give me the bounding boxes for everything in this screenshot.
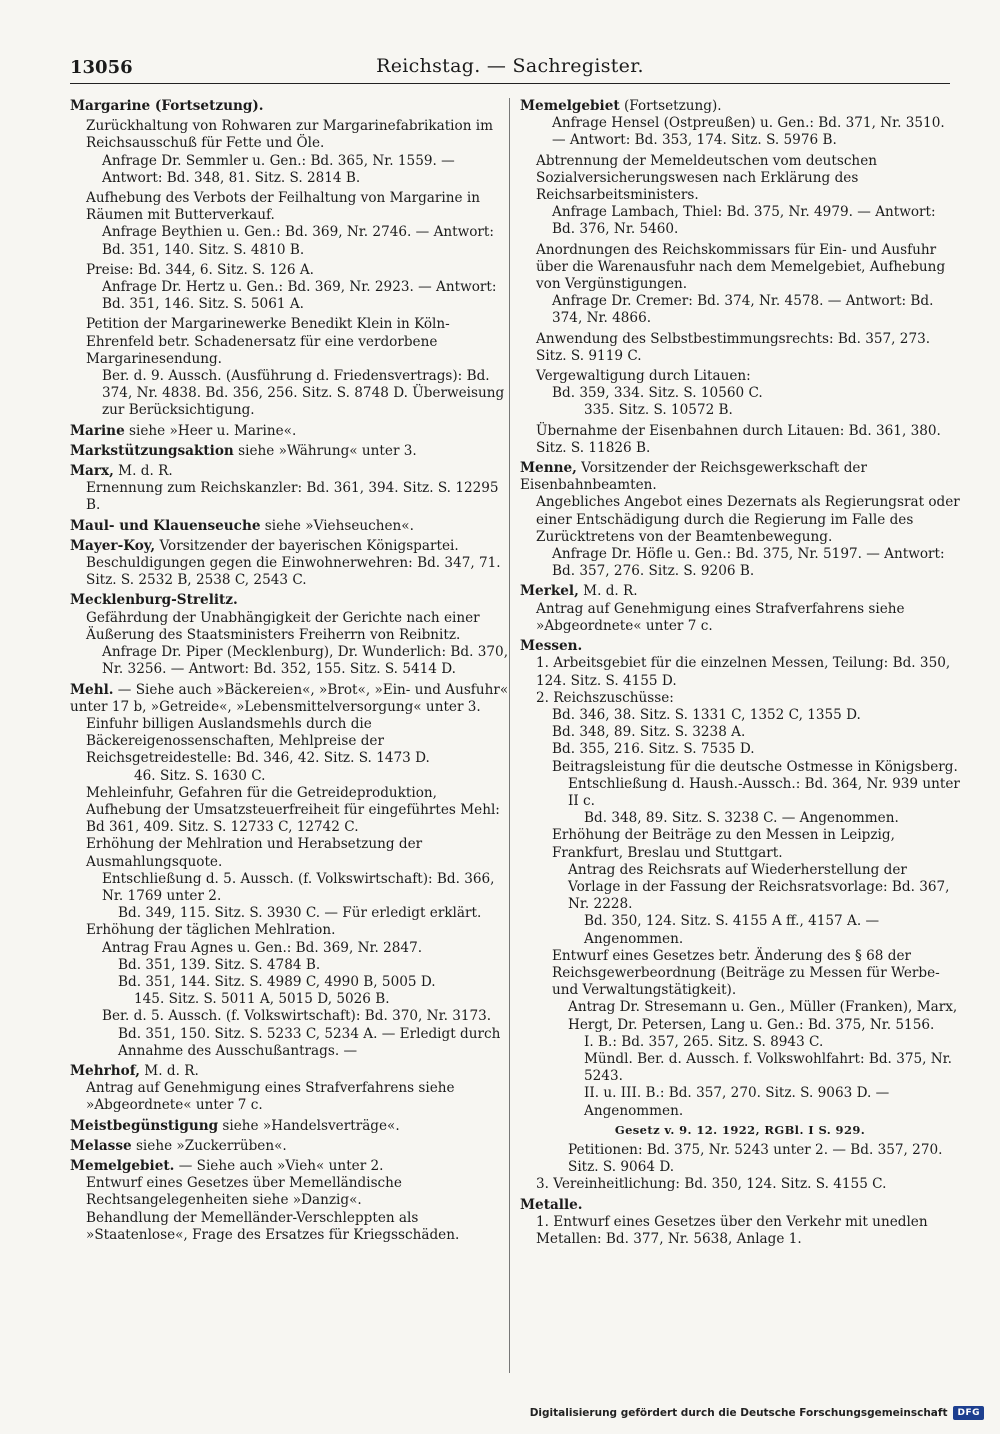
heading-rest: siehe »Heer u. Marine«. — [124, 422, 297, 439]
heading-term: Mayer-Koy, — [70, 537, 156, 554]
entry-heading — [70, 98, 510, 115]
heading-term: Meistbegünstigung — [70, 1117, 219, 1134]
line-text: Antrag auf Genehmigung eines Strafverfahrens siehe »Abgeordnete« unter 7 c. — [86, 1080, 455, 1114]
line-text: Bd. 349, 115. Sitz. S. 3930 C. — Für erledigt erklärt. — [118, 905, 482, 922]
index-entry — [70, 1158, 510, 1244]
line-text: Erhöhung der Mehlration und Herabsetzung der Ausmahlungsquote. — [86, 836, 423, 870]
heading-rest: — Siehe auch »Bäckereien«, »Brot«, »Ein- und Ausfuhr« unter 17 b, »Getreide«, »Lebensmittelversorgung« unter 3. — [70, 681, 509, 715]
dfg-logo: DFG — [953, 1406, 984, 1420]
index-entry — [520, 153, 960, 239]
index-entry — [70, 463, 510, 515]
heading-term: Mehl. — [70, 681, 114, 698]
entry-line — [520, 913, 960, 947]
heading-term: Merkel, — [520, 583, 579, 600]
line-text: Anordnungen des Reichskommissars für Ein- und Ausfuhr über die Warenausfuhr nach dem Memelgebiet, Aufhebung von Vergünstigungen. — [536, 241, 946, 293]
entry-line — [520, 331, 960, 365]
entry-line — [520, 115, 960, 149]
entry-line — [70, 974, 510, 991]
entry-line — [520, 402, 960, 419]
line-text: Bd. 346, 38. Sitz. S. 1331 C, 1352 C, 1355 D. — [552, 706, 861, 723]
line-text: Antrag des Reichsrats auf Wiederherstellung der Vorlage in der Fassung der Reichsratsvorlage: Bd. 367, Nr. 2228. — [568, 861, 950, 913]
heading-rest: siehe »Zuckerrüben«. — [131, 1137, 287, 1154]
entry-line — [70, 716, 510, 768]
line-text: 2. Reichszuschüsse: — [536, 689, 674, 706]
entry-line — [70, 118, 510, 152]
line-text: Angebliches Angebot eines Dezernats als Regierungsrat oder einer Entschädigung durch die Regierung im Falle des Zurücktretens von der Beamtenbewegung. — [536, 494, 960, 545]
entry-heading — [520, 460, 960, 494]
entry-line — [70, 922, 510, 939]
entry-line — [70, 1210, 510, 1244]
entry-line — [520, 494, 960, 546]
entry-heading — [70, 1138, 510, 1155]
index-entry — [70, 118, 510, 187]
heading-rest: M. d. R. — [139, 1062, 199, 1079]
line-text: Antrag Dr. Stresemann u. Gen., Müller (Franken), Marx, Hergt, Dr. Petersen, Lang u. Gen.: Bd. 375, Nr. 5156. — [568, 999, 958, 1033]
entry-heading — [520, 638, 960, 655]
index-entry — [70, 682, 510, 1060]
entry-line — [70, 836, 510, 870]
entry-line — [70, 1175, 510, 1209]
line-text: Bd. 351, 139. Sitz. S. 4784 B. — [118, 956, 321, 973]
entry-line — [70, 1026, 510, 1060]
entry-line — [520, 999, 960, 1033]
line-text: Anfrage Hensel (Ostpreußen) u. Gen.: Bd. 371, Nr. 3510. — Antwort: Bd. 353, 174. Sitz. S. 5976 B. — [552, 115, 945, 149]
index-entry — [70, 518, 510, 535]
entry-line — [520, 204, 960, 238]
entry-line — [70, 262, 510, 279]
entry-line — [520, 741, 960, 758]
index-entry — [70, 262, 510, 314]
line-text: Mündl. Ber. d. Aussch. f. Volkswohlfahrt: Bd. 375, Nr. 5243. — [584, 1050, 952, 1085]
running-header — [70, 55, 950, 84]
line-text: Antrag Frau Agnes u. Gen.: Bd. 369, Nr. 2847. — [102, 939, 423, 956]
line-text: Ber. d. 5. Aussch. (f. Volkswirtschaft): Bd. 370, Nr. 3173. — [102, 1008, 492, 1025]
line-text: Mehleinfuhr, Gefahren für die Getreideproduktion, Aufhebung der Umsatzsteuerfreiheit für eingeführtes Mehl: Bd 361, 409. Sitz. S. 12733 C, 12742 C. — [86, 784, 500, 836]
line-text: Bd. 350, 124. Sitz. S. 4155 A ff., 4157 A. — Angenommen. — [584, 913, 880, 947]
heading-rest: Vorsitzender der bayerischen Königspartei. — [155, 537, 459, 554]
entry-line — [520, 1214, 960, 1248]
line-text: Bd. 355, 216. Sitz. S. 7535 D. — [552, 741, 755, 758]
index-entry — [70, 316, 510, 419]
line-text: Bd. 351, 150. Sitz. S. 5233 C, 5234 A. — Erledigt durch Annahme des Ausschußantrags. — — [118, 1025, 501, 1059]
index-entry — [70, 1063, 510, 1115]
heading-term: Marine — [70, 422, 125, 439]
line-text: Entschließung d. 5. Aussch. (f. Volkswirtschaft): Bd. 366, Nr. 1769 unter 2. — [102, 870, 495, 904]
heading-term: Metalle. — [520, 1196, 583, 1213]
entry-heading — [70, 538, 510, 555]
entry-heading — [520, 583, 960, 600]
entry-line — [70, 224, 510, 258]
line-text: Beschuldigungen gegen die Einwohnerwehren: Bd. 347, 71. Sitz. S. 2532 B, 2538 C, 2543 C. — [86, 555, 501, 589]
entry-line — [520, 948, 960, 1000]
entry-heading — [70, 463, 510, 480]
entry-heading — [70, 1158, 510, 1175]
line-text: 3. Vereinheitlichung: Bd. 350, 124. Sitz. S. 4155 C. — [536, 1176, 887, 1193]
entry-line — [70, 316, 510, 368]
entry-heading — [70, 423, 510, 440]
index-entry — [70, 538, 510, 590]
line-text: Petitionen: Bd. 375, Nr. 5243 unter 2. — Bd. 357, 270. Sitz. S. 9064 D. — [568, 1141, 943, 1176]
index-entry — [70, 443, 510, 460]
line-text: Entwurf eines Gesetzes betr. Änderung des § 68 der Reichsgewerbeordnung (Beiträge zu Messen für Werbe- und Verwaltungstätigkeit). — [552, 947, 940, 999]
line-text: Anfrage Dr. Semmler u. Gen.: Bd. 365, Nr. 1559. — Antwort: Bd. 348, 81. Sitz. S. 2814 B. — [102, 152, 455, 186]
entry-line — [520, 724, 960, 741]
line-text: Gefährdung der Unabhängigkeit der Gerichte nach einer Äußerung des Staatsministers Freiherrn von Reibnitz. — [86, 609, 480, 643]
line-text: Erhöhung der Beiträge zu den Messen in Leipzig, Frankfurt, Breslau und Stuttgart. — [552, 827, 895, 861]
entry-line — [520, 153, 960, 205]
index-entry — [70, 1118, 510, 1135]
line-text: Ernennung zum Reichskanzler: Bd. 361, 394. Sitz. S. 12295 B. — [86, 480, 499, 514]
index-entry — [520, 460, 960, 580]
heading-rest: (Fortsetzung). — [619, 98, 722, 114]
footer-credit — [530, 1406, 984, 1420]
entry-line — [520, 423, 960, 457]
line-text: Anwendung des Selbstbestimmungsrechts: Bd. 357, 273. Sitz. S. 9119 C. — [536, 330, 931, 364]
entry-line — [520, 690, 960, 707]
heading-term: Menne, — [520, 460, 577, 477]
heading-rest: siehe »Viehseuchen«. — [260, 517, 414, 534]
entry-line — [70, 480, 510, 514]
heading-term: Melasse — [70, 1137, 132, 1154]
index-entry — [520, 423, 960, 457]
entry-line — [520, 827, 960, 861]
entry-line — [520, 601, 960, 635]
line-text: I. B.: Bd. 357, 265. Sitz. S. 8943 C. — [584, 1033, 824, 1050]
line-text: 1. Entwurf eines Gesetzes über den Verkehr mit unedlen Metallen: Bd. 377, Nr. 5638, Anlage 1. — [536, 1213, 928, 1247]
line-text: Antrag auf Genehmigung eines Strafverfahrens siehe »Abgeordnete« unter 7 c. — [536, 600, 905, 634]
line-text: 335. Sitz. S. 10572 B. — [584, 402, 733, 419]
index-entry — [520, 1197, 960, 1249]
line-text: Entwurf eines Gesetzes über Memelländische Rechtsangelegenheiten siehe »Danzig«. — [86, 1175, 402, 1209]
entry-line — [70, 940, 510, 957]
heading-term: Memelgebiet — [520, 98, 620, 114]
entry-line — [520, 655, 960, 689]
page-number: 13056 — [70, 57, 133, 78]
entry-line — [70, 768, 510, 785]
entry-line — [520, 759, 960, 776]
right-column — [520, 98, 960, 1251]
entry-line — [70, 644, 510, 678]
line-text: Einfuhr billigen Auslandsmehls durch die Bäckereigenossenschaften, Mehlpreise der Reichsgetreidestelle: Bd. 346, 42. Sitz. S. 1473 D. — [86, 715, 430, 767]
entry-line — [520, 810, 960, 827]
line-text: Beitragsleistung für die deutsche Ostmesse in Königsberg. — [552, 758, 958, 775]
entry-line — [70, 1008, 510, 1025]
line-text: Ber. d. 9. Aussch. (Ausführung d. Friedensvertrags): Bd. 374, Nr. 4838. Bd. 356, 256. Sitz. S. 8748 D. Überweisung zur Berücksichtigung. — [102, 368, 505, 419]
line-text: Aufhebung des Verbots der Feilhaltung von Margarine in Räumen mit Butterverkauf. — [86, 190, 480, 224]
entry-line — [520, 1051, 960, 1085]
line-text: Vergewaltigung durch Litauen: — [536, 368, 751, 385]
entry-heading — [520, 98, 960, 115]
line-text: Anfrage Dr. Cremer: Bd. 374, Nr. 4578. — Antwort: Bd. 374, Nr. 4866. — [552, 293, 934, 327]
entry-line — [70, 368, 510, 420]
line-text: Übernahme der Eisenbahnen durch Litauen: Bd. 361, 380. Sitz. S. 11826 B. — [536, 422, 941, 456]
entry-line — [70, 1080, 510, 1114]
entry-heading — [70, 443, 510, 460]
entry-line — [70, 871, 510, 905]
entry-line — [70, 905, 510, 922]
entry-line — [520, 385, 960, 402]
line-text: Bd. 348, 89. Sitz. S. 3238 C. — Angenommen. — [584, 810, 899, 827]
line-text: Anfrage Dr. Piper (Mecklenburg), Dr. Wunderlich: Bd. 370, Nr. 3256. — Antwort: Bd. 352, 155. Sitz. S. 5414 D. — [102, 644, 509, 678]
entry-heading — [70, 682, 510, 716]
entry-line — [520, 1085, 960, 1119]
column-divider — [509, 98, 510, 1373]
line-text: Erhöhung der täglichen Mehlration. — [86, 922, 336, 939]
index-entry — [520, 368, 960, 420]
heading-rest: M. d. R. — [578, 583, 638, 600]
line-text: Anfrage Dr. Hertz u. Gen.: Bd. 369, Nr. 2923. — Antwort: Bd. 351, 146. Sitz. S. 5061 A. — [102, 279, 497, 313]
line-text: Bd. 351, 144. Sitz. S. 4989 C, 4990 B, 5005 D. — [118, 973, 436, 990]
entry-line — [70, 279, 510, 313]
line-text: Abtrennung der Memeldeutschen vom deutschen Sozialversicherungswesen nach Erklärung des Reichsarbeitsministers. — [536, 152, 877, 204]
heading-term: Markstützungsaktion — [70, 442, 234, 459]
entry-line — [520, 368, 960, 385]
entry-line — [70, 153, 510, 187]
line-text: Entschließung d. Haush.-Aussch.: Bd. 364, Nr. 939 unter II c. — [568, 775, 960, 809]
heading-rest: siehe »Handelsverträge«. — [218, 1117, 400, 1134]
index-entry — [70, 98, 510, 115]
line-text: 145. Sitz. S. 5011 A, 5015 D, 5026 B. — [134, 991, 390, 1008]
heading-rest: Vorsitzender der Reichsgewerkschaft der Eisenbahnbeamten. — [520, 460, 867, 494]
entry-line — [520, 862, 960, 914]
heading-rest: M. d. R. — [113, 463, 173, 480]
entry-line — [520, 776, 960, 810]
entry-heading — [70, 592, 510, 609]
index-entry — [520, 242, 960, 328]
entry-line — [520, 707, 960, 724]
entry-line — [520, 546, 960, 580]
footer-text: Digitalisierung gefördert durch die Deutsche Forschungsgemeinschaft — [529, 1407, 948, 1419]
heading-rest: siehe »Währung« unter 3. — [233, 442, 417, 459]
line-text: Bd. 359, 334. Sitz. S. 10560 C. — [552, 385, 763, 402]
line-text: Anfrage Dr. Höfle u. Gen.: Bd. 375, Nr. 5197. — Antwort: Bd. 357, 276. Sitz. S. 9206 B. — [552, 546, 945, 580]
line-text: Anfrage Lambach, Thiel: Bd. 375, Nr. 4979. — Antwort: Bd. 376, Nr. 5460. — [552, 204, 936, 238]
line-text: Bd. 348, 89. Sitz. S. 3238 A. — [552, 724, 746, 741]
index-entry — [520, 638, 960, 1194]
heading-term: Margarine (Fortsetzung). — [70, 98, 264, 114]
index-entry — [70, 423, 510, 440]
index-entry — [520, 98, 960, 150]
index-entry — [70, 190, 510, 259]
line-text: Zurückhaltung von Rohwaren zur Margarinefabrikation im Reichsausschuß für Fette und Öle. — [86, 118, 494, 152]
index-entry — [70, 1138, 510, 1155]
entry-line — [520, 242, 960, 294]
entry-line — [520, 1142, 960, 1176]
line-text: Behandlung der Memelländer-Verschleppten als »Staatenlose«, Frage des Ersatzes für Kriegsschäden. — [86, 1209, 460, 1243]
entry-heading — [70, 1063, 510, 1080]
entry-line — [70, 957, 510, 974]
entry-line — [520, 1034, 960, 1051]
entry-line — [70, 555, 510, 589]
entry-line — [70, 190, 510, 224]
line-text: 1. Arbeitsgebiet für die einzelnen Messen, Teilung: Bd. 350, 124. Sitz. S. 4155 D. — [536, 655, 951, 689]
heading-term: Marx, — [70, 463, 114, 480]
line-text: Preise: Bd. 344, 6. Sitz. S. 126 A. — [86, 261, 314, 278]
line-text: Anfrage Beythien u. Gen.: Bd. 369, Nr. 2746. — Antwort: Bd. 351, 140. Sitz. S. 4810 B. — [102, 224, 494, 258]
heading-term: Mehrhof, — [70, 1062, 140, 1079]
index-entry — [70, 592, 510, 678]
left-column — [70, 98, 510, 1247]
entry-heading — [70, 518, 510, 535]
heading-term: Messen. — [520, 638, 583, 655]
heading-term: Mecklenburg-Strelitz. — [70, 592, 238, 609]
entry-heading — [70, 1118, 510, 1135]
law-reference: Gesetz v. 9. 12. 1922, RGBl. I S. 929. — [614, 1122, 866, 1137]
heading-term: Maul- und Klauenseuche — [70, 517, 261, 534]
entry-heading — [520, 1197, 960, 1214]
entry-line — [520, 293, 960, 327]
line-text: Petition der Margarinewerke Benedikt Klein in Köln-Ehrenfeld betr. Schadenersatz für eine verdorbene Margarinesendung. — [86, 316, 450, 367]
heading-term: Memelgebiet. — [70, 1157, 175, 1174]
entry-line — [70, 785, 510, 837]
line-text: 46. Sitz. S. 1630 C. — [134, 767, 266, 784]
line-text: II. u. III. B.: Bd. 357, 270. Sitz. S. 9063 D. — Angenommen. — [584, 1085, 890, 1119]
index-entry — [520, 331, 960, 365]
entry-line — [70, 991, 510, 1008]
entry-line — [520, 1176, 960, 1193]
entry-line — [70, 610, 510, 644]
index-entry — [520, 583, 960, 635]
heading-rest: — Siehe auch »Vieh« unter 2. — [174, 1157, 384, 1174]
running-title: Reichstag. — Sachregister. — [376, 55, 644, 77]
